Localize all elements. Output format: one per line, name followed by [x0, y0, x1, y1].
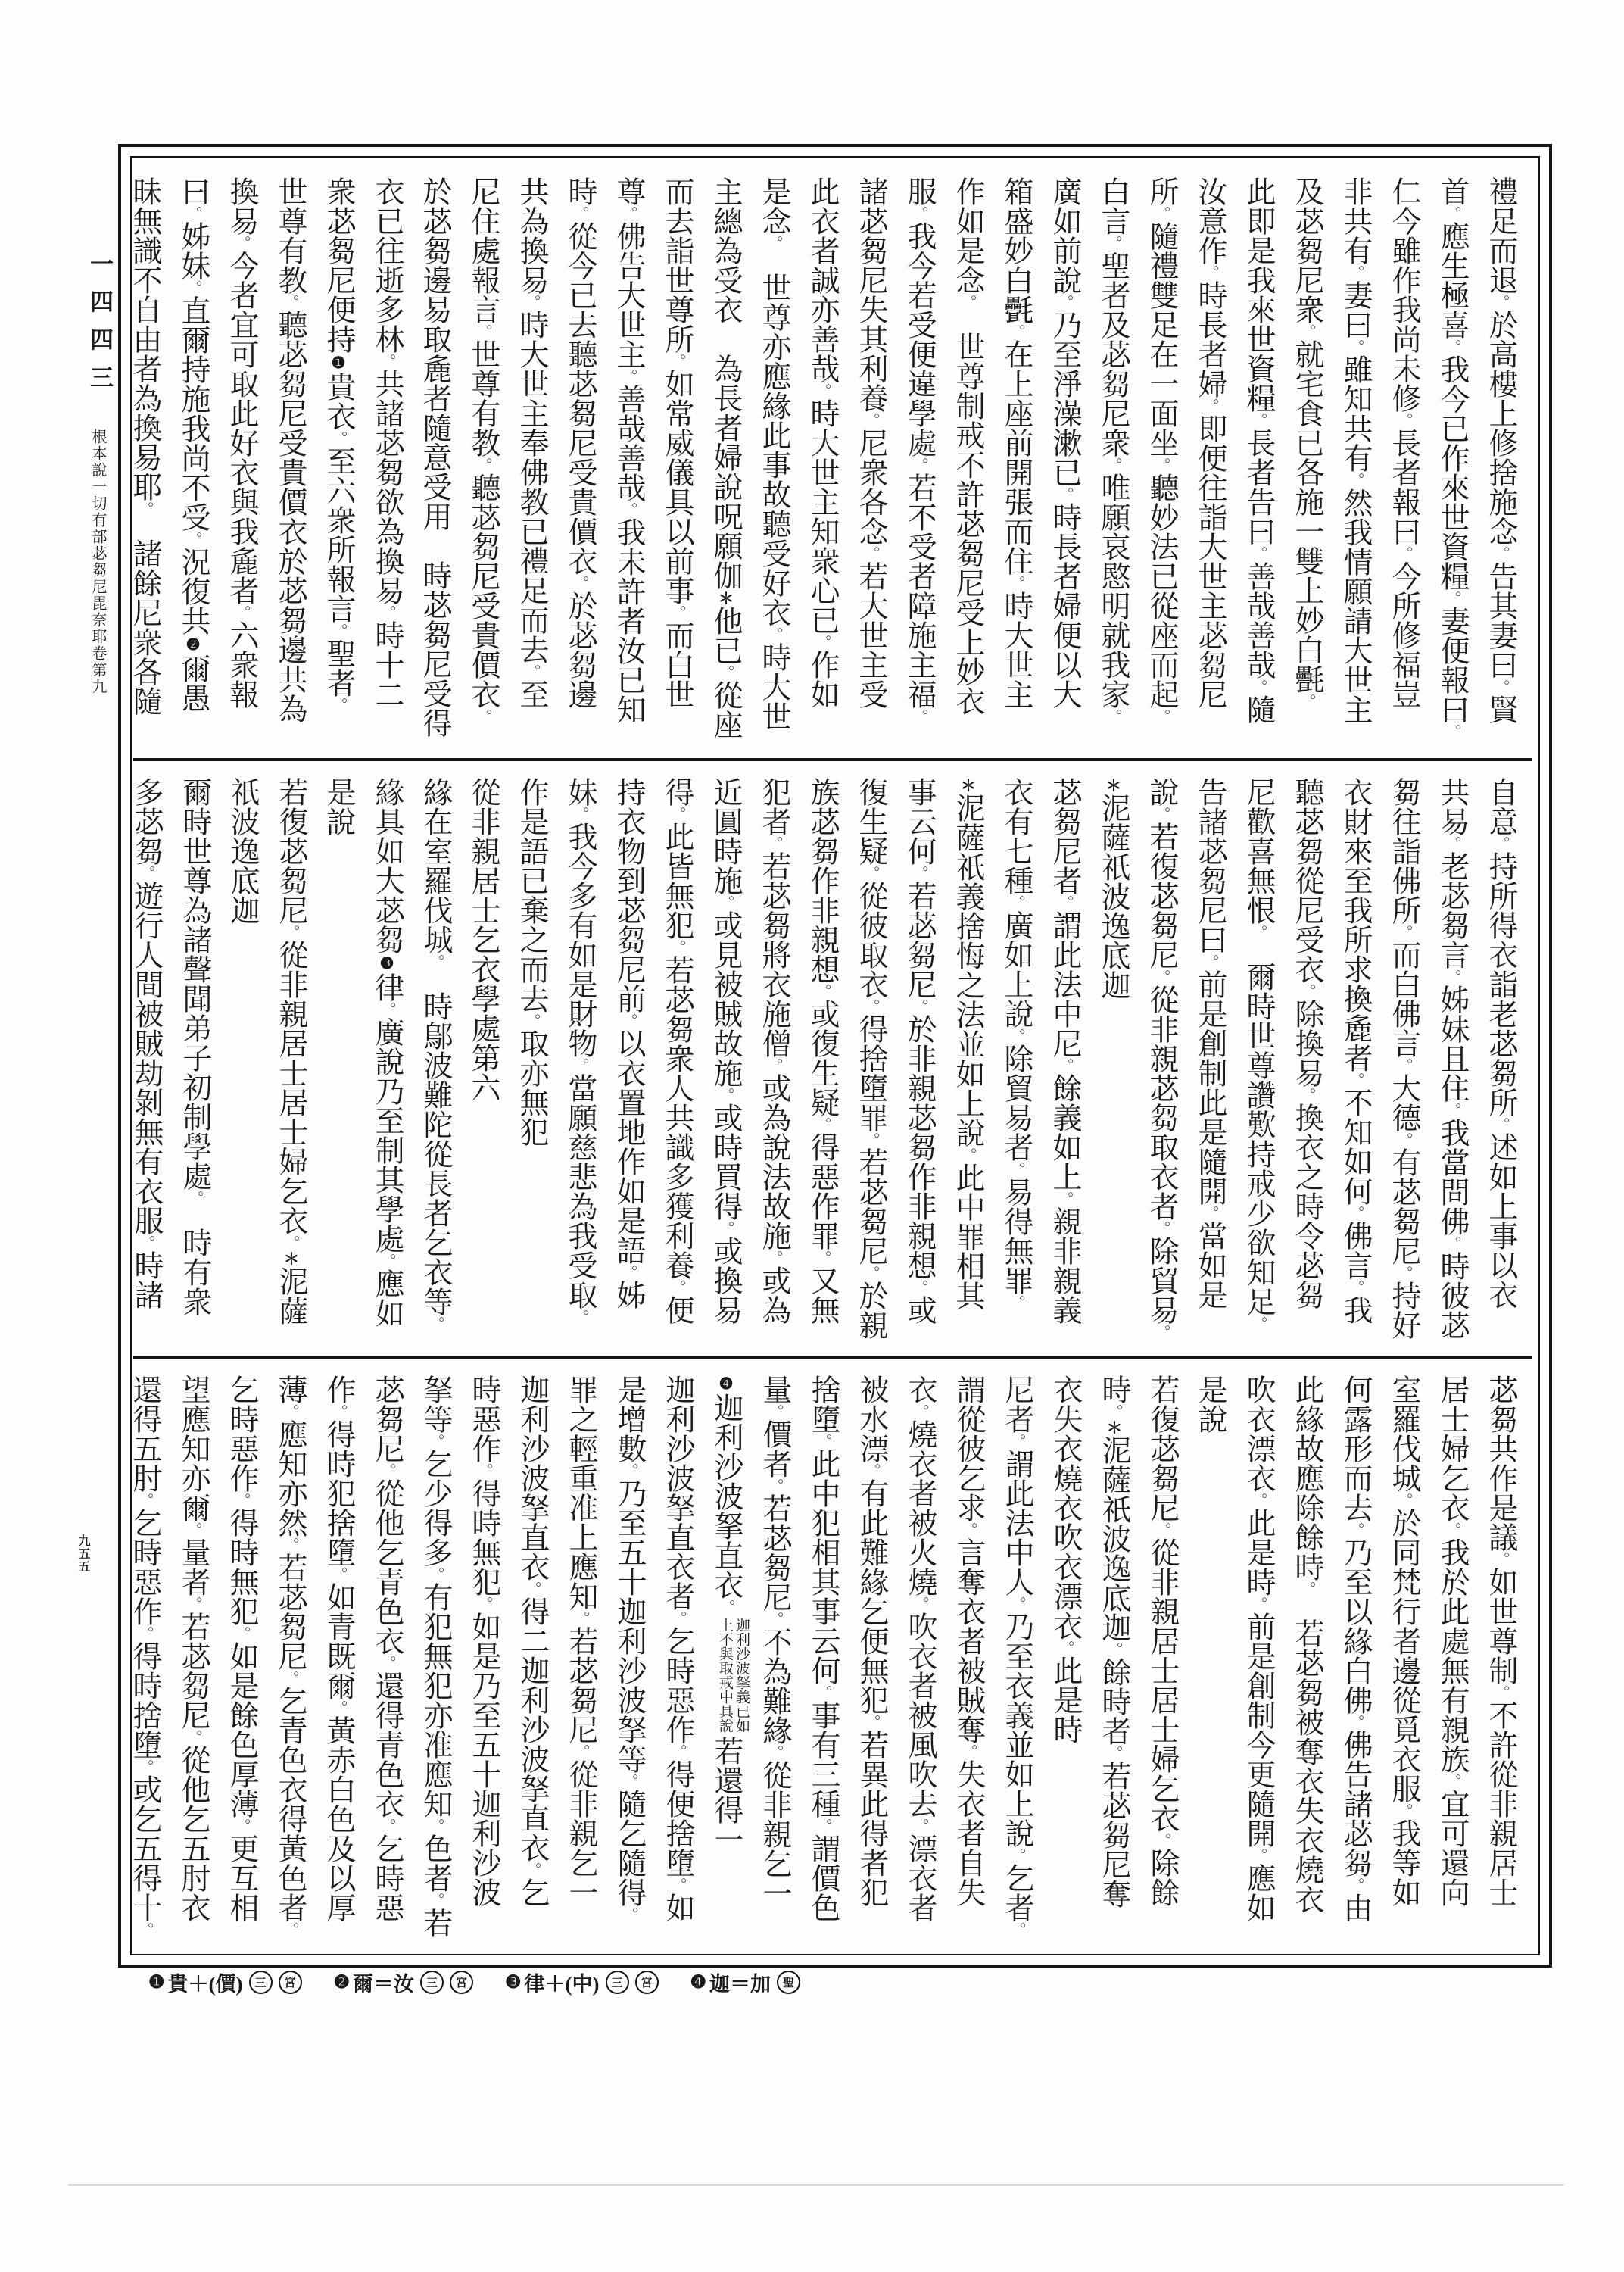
text-column-c29: 還得五肘。乞時惡作。得時捨墮。或乞五得十。	[129, 1375, 161, 1937]
text-column-c28: 望應知亦爾。量者。若苾芻尼。從他乞五肘衣	[177, 1375, 210, 1922]
footnote-item-2	[334, 1968, 474, 1997]
text-column-a11: 箱盛妙白㲲。在上座前開張而住。時大世主	[1000, 176, 1033, 709]
text-column-b8: 說。若復苾芻尼。從非親苾芻取衣者。除貿易。	[1146, 777, 1178, 1340]
text-column-a25: 衆苾芻尼便持❶貴衣。至六衆所報言。聖者。	[323, 176, 355, 713]
text-column-c21: 迦利沙波拏直衣。得二迦利沙波拏直衣。乞	[516, 1375, 549, 1907]
variant-marker: ❷	[184, 635, 202, 654]
text-column-c15: 捨墮。此中犯相其事云何。事有三種。謂價色	[807, 1375, 840, 1922]
variant-marker: ❶	[329, 354, 348, 372]
text-column-b26: 若復苾芻尼。從非親居士居士婦乞衣。＊泥薩	[275, 777, 307, 1325]
footnote-marker: ❹	[690, 1973, 707, 1993]
text-column-c11: 尼者。謂此法中人。乃至衣義並如上說。乞者。	[1001, 1375, 1033, 1937]
variant-marker: ＊	[1104, 777, 1122, 793]
text-column-b27: 祇波逸底迦	[226, 777, 259, 925]
text-column-a7: 汝意作。時長者婦。即便往詣大世主苾芻尼	[1194, 176, 1227, 709]
text-column-c18: 迦利沙波拏直衣者。乞時惡作。得便捨墮。如	[662, 1375, 694, 1922]
text-column-c16: 量。價者。若苾芻尼。不為難緣。從非親乞一	[759, 1375, 791, 1908]
edition-siglum: 三	[606, 1971, 629, 1994]
page-number: 九五五	[76, 1534, 89, 1573]
text-column-b22: 從非親居士乞衣學處第六	[467, 777, 500, 1102]
text-column-a16: 是念。 世尊亦應緣此事故聽受好衣。時大世	[758, 176, 790, 731]
register-b	[130, 777, 1525, 1354]
footnote-text: 爾＝汝	[353, 1973, 415, 1996]
sutra-number: 一四四三	[86, 251, 113, 403]
text-column-c12: 謂從彼乞求。言奪衣者被賊奪。失衣者自失	[952, 1375, 985, 1907]
footnote-marker: ❸	[505, 1973, 522, 1993]
footnote-text: 迦＝加	[709, 1973, 771, 1996]
register-divider-rule-2	[133, 1356, 1532, 1359]
text-column-a8: 所。隨禮雙足在一面坐。聽妙法已從座而起。	[1146, 176, 1178, 724]
text-column-b19: 持衣物到苾芻尼前。以衣置地作如是語。姊	[613, 777, 645, 1309]
text-column-c20: 罪之輕重准上應知。若苾芻尼。從非親乞一	[565, 1375, 597, 1907]
text-column-b13: 事云何。若苾芻尼。於非親苾芻作非親想。或	[903, 777, 936, 1325]
text-column-b12: ＊泥薩祇義捨悔之法並如上說。此中罪相其	[952, 777, 984, 1310]
edition-siglum: 宮	[450, 1971, 473, 1994]
variant-marker: ＊	[1105, 1419, 1123, 1435]
text-column-a2: 首。應生極喜。我今已作來世資糧。妻便報曰。	[1436, 176, 1469, 739]
text-column-b3: 芻往詣佛所。而白佛言。大德。有苾芻尼。持好	[1388, 777, 1420, 1340]
text-column-b5: 聽苾芻從尼受衣。除換易。換衣之時令苾芻	[1291, 777, 1323, 1309]
text-column-b2: 共易。老苾芻言。姊妹且住。我當問佛。時彼苾	[1436, 777, 1469, 1340]
text-column-c14: 被水漂。有此難緣乞便無犯。若異此得者犯	[856, 1375, 888, 1907]
register-a	[129, 176, 1525, 756]
inline-gloss-note: 迦利沙波拏義已如 上不與取戒中具說	[716, 1618, 750, 1733]
text-column-c13: 衣。燒衣者被火燒。吹衣者被風吹去。漂衣者	[904, 1375, 937, 1922]
text-column-b25: 是說	[323, 777, 355, 836]
text-column-c5: 此緣故應除餘時。 若苾芻被奪衣失衣燒衣	[1291, 1375, 1323, 1914]
text-column-a24: 衣已往逝多林。共諸苾芻欲為換易。時十二	[371, 176, 404, 709]
text-column-b20: 妹。我今多有如是財物。當願慈悲為我受取。	[564, 777, 597, 1325]
text-column-c22: 時惡作。得時無犯。如是乃至五十迦利沙波	[468, 1375, 500, 1907]
text-column-b16: 犯者。若苾芻將衣施僧。或為說法故施。或為	[758, 777, 790, 1325]
edition-siglum: 宮	[635, 1971, 659, 1994]
text-column-a28: 曰。姊妹。直爾持施我尚不受。況復共❷爾愚	[177, 176, 210, 713]
text-column-b29: 多苾芻。遊行人間被賊劫剝無有衣服。時諸	[130, 777, 163, 1309]
text-column-b28: 爾時世尊為諸聲聞弟子初制學處。 時有衆	[179, 777, 211, 1316]
text-column-a21: 共為換易。時大世主奉佛教已禮足而去。至	[516, 176, 548, 709]
edition-siglum: 宮	[279, 1971, 302, 1994]
text-column-c1: 苾芻共作是議。如世尊制。不許從非親居士	[1485, 1375, 1517, 1907]
text-column-b4: 衣財來至我所求換麁者。不知如何。佛言。我	[1339, 777, 1372, 1325]
text-column-c23: 拏等。乞少得多。有犯無犯亦准應知。色者。若	[419, 1375, 452, 1937]
text-column-c7: 是說	[1194, 1375, 1227, 1434]
text-column-b17: 近圓時施。或見被賊故施。或時買得。或換易	[709, 777, 742, 1325]
text-column-c9: 時。＊泥薩祇波逸底迦。餘時者。若苾芻尼奪	[1098, 1375, 1130, 1908]
text-column-a20: 時。從今已去聽苾芻尼受貴價衣。於苾芻邊	[564, 176, 597, 709]
text-column-b24: 緣具如大苾芻❸律。廣說乃至制其學處。應如	[371, 777, 404, 1328]
edition-siglum: 三	[420, 1971, 444, 1994]
text-column-c27: 乞時惡作。得時無犯。如是餘色厚薄。更互相	[226, 1375, 258, 1922]
text-column-a14: 諸苾芻尼失其利養。尼衆各念。若大世主受	[855, 176, 887, 709]
variant-marker: ❹	[717, 1375, 735, 1393]
text-column-b15: 族苾芻作非親想。或復生疑。得惡作罪。又無	[806, 777, 839, 1325]
text-column-a29: 昧無識不自由者為換易耶。 諸餘尼衆各隨	[129, 176, 161, 716]
text-column-a4: 非共有。妻曰。雖知共有。然我情願請大世主	[1339, 176, 1372, 724]
variant-marker: ❸	[378, 954, 396, 972]
footnote-item-1	[148, 1968, 302, 1997]
text-column-b14: 復生疑。從彼取衣。得捨墮罪。若苾芻尼。於親	[855, 777, 887, 1340]
text-column-a3: 仁今雖作我尚未修。長者報曰。今所修福豈	[1388, 176, 1420, 709]
text-column-a15: 此衣者誠亦善哉。時大世主知衆心已。作如	[806, 176, 839, 709]
text-column-b1: 自意。持所得衣詣老苾芻所。述如上事以衣	[1485, 777, 1517, 1309]
variant-marker: ＊	[716, 590, 734, 606]
register-c	[129, 1375, 1525, 1955]
edition-siglum: 聖	[777, 1971, 800, 1994]
text-column-c19: 是增數。乃至五十迦利沙波拏等。隨乞隨得。	[613, 1375, 646, 1922]
text-column-b10: 苾芻尼者。謂此法中尼。餘義如上。親非親義	[1049, 777, 1081, 1325]
text-column-a5: 及苾芻尼衆。就宅食已各施一雙上妙白㲲。	[1291, 176, 1323, 709]
text-column-a17: 主總為受衣 為長者婦說呪願伽＊他已。從座	[709, 176, 742, 739]
text-column-a9: 白言。聖者及苾芻尼衆。唯願哀愍明就我家。	[1097, 176, 1130, 724]
variant-marker: ＊	[282, 1250, 300, 1266]
edition-siglum: 三	[249, 1971, 273, 1994]
text-column-b7: 告諸苾芻尼曰。前是創制此是隨開。當如是	[1194, 777, 1227, 1309]
text-column-a13: 服。我今若受便違學處。若不受者障施主福。	[903, 176, 936, 724]
footnote-item-4	[690, 1968, 801, 1997]
scripture-title: 根本說一切有部苾芻尼毘奈耶卷第九	[89, 429, 106, 695]
text-column-b9: ＊泥薩祇波逸底迦	[1097, 777, 1130, 1000]
footnote-marker: ❶	[148, 1973, 165, 1993]
text-column-c25: 作。得時犯捨墮。如青既爾。黃赤白色及以厚	[323, 1375, 355, 1922]
text-column-a27: 換易。今者宜可取此好衣與我麁者。六衆報	[226, 176, 258, 709]
text-column-c8: 若復苾芻尼。從非親居士居士婦乞衣。除餘	[1146, 1375, 1179, 1907]
text-column-b11: 衣有七種。廣如上說。除貿易者。易得無罪。	[1000, 777, 1033, 1310]
text-column-a12: 作如是念。 世尊制戒不許苾芻尼受上妙衣	[952, 176, 984, 716]
text-column-a6: 此即是我來世資糧。長者告曰。善哉善哉。隨	[1242, 176, 1275, 724]
text-column-b23: 緣在室羅伐城。 時鄔波難陀從長者乞衣等。	[419, 777, 452, 1331]
text-column-c4: 何露形而去。乃至以緣白佛。佛告諸苾芻。由	[1339, 1375, 1372, 1922]
scan-artifact-line	[68, 2184, 1563, 2186]
text-column-a18: 而去詣世尊所。如常威儀具以前事。而白世	[661, 176, 694, 709]
text-column-b6: 尼歡喜無恨。 爾時世尊讚歎持戒少欲知足。	[1242, 777, 1275, 1331]
footnote-text: 律＋(中)	[524, 1973, 600, 1996]
text-column-a26: 世尊有教。聽苾芻尼受貴價衣於苾芻邊共為	[274, 176, 307, 723]
text-column-c10: 衣失衣燒衣吹衣漂衣。此是時	[1049, 1375, 1082, 1744]
text-column-a23: 於苾芻邊易取麁者隨意受用 時苾芻尼受得	[419, 176, 451, 738]
text-column-c17: ❹迦利沙波拏直衣。 迦利沙波拏義已如 上不與取戒中具說 若還得一	[710, 1375, 750, 1854]
footnote-text: 貴＋(價)	[167, 1973, 243, 1996]
register-divider-rule-1	[133, 758, 1532, 761]
text-column-a10: 廣如前說。乃至淨澡漱已。時長者婦便以大	[1049, 176, 1081, 709]
text-column-c26: 薄。應知亦然。若苾芻尼。乞青色衣得黃色者。	[274, 1375, 307, 1937]
text-column-a19: 尊。佛告大世主。善哉善哉。我未許者汝已知	[613, 176, 645, 724]
text-column-c2: 居士婦乞衣。我於此處無有親族。宜可還向	[1436, 1375, 1469, 1907]
footnote-item-3	[505, 1968, 659, 1997]
text-column-a1: 禮足而退。於高樓上修捨施念。告其妻曰。賢	[1485, 176, 1517, 724]
variant-marker: ＊	[959, 777, 977, 793]
text-column-a22: 尼住處報言。世尊有教。聽苾芻尼受貴價衣。	[467, 176, 500, 724]
text-column-b21: 作是語已棄之而去。取亦無犯	[516, 777, 548, 1147]
text-column-c6: 吹衣漂衣。此是時。前是創制今更隨開。應如	[1242, 1375, 1275, 1922]
footnote-marker: ❷	[333, 1973, 351, 1993]
text-column-b18: 得。此皆無犯。若苾芻衆人共識多獲利養。便	[661, 777, 694, 1325]
text-column-c24: 苾芻尼。從他乞青色衣。還得青色衣。乞時惡	[371, 1375, 404, 1922]
text-column-c3: 室羅伐城。於同梵行者邊從覓衣服。我等如	[1388, 1375, 1420, 1907]
apparatus-footnotes	[148, 1968, 800, 1997]
